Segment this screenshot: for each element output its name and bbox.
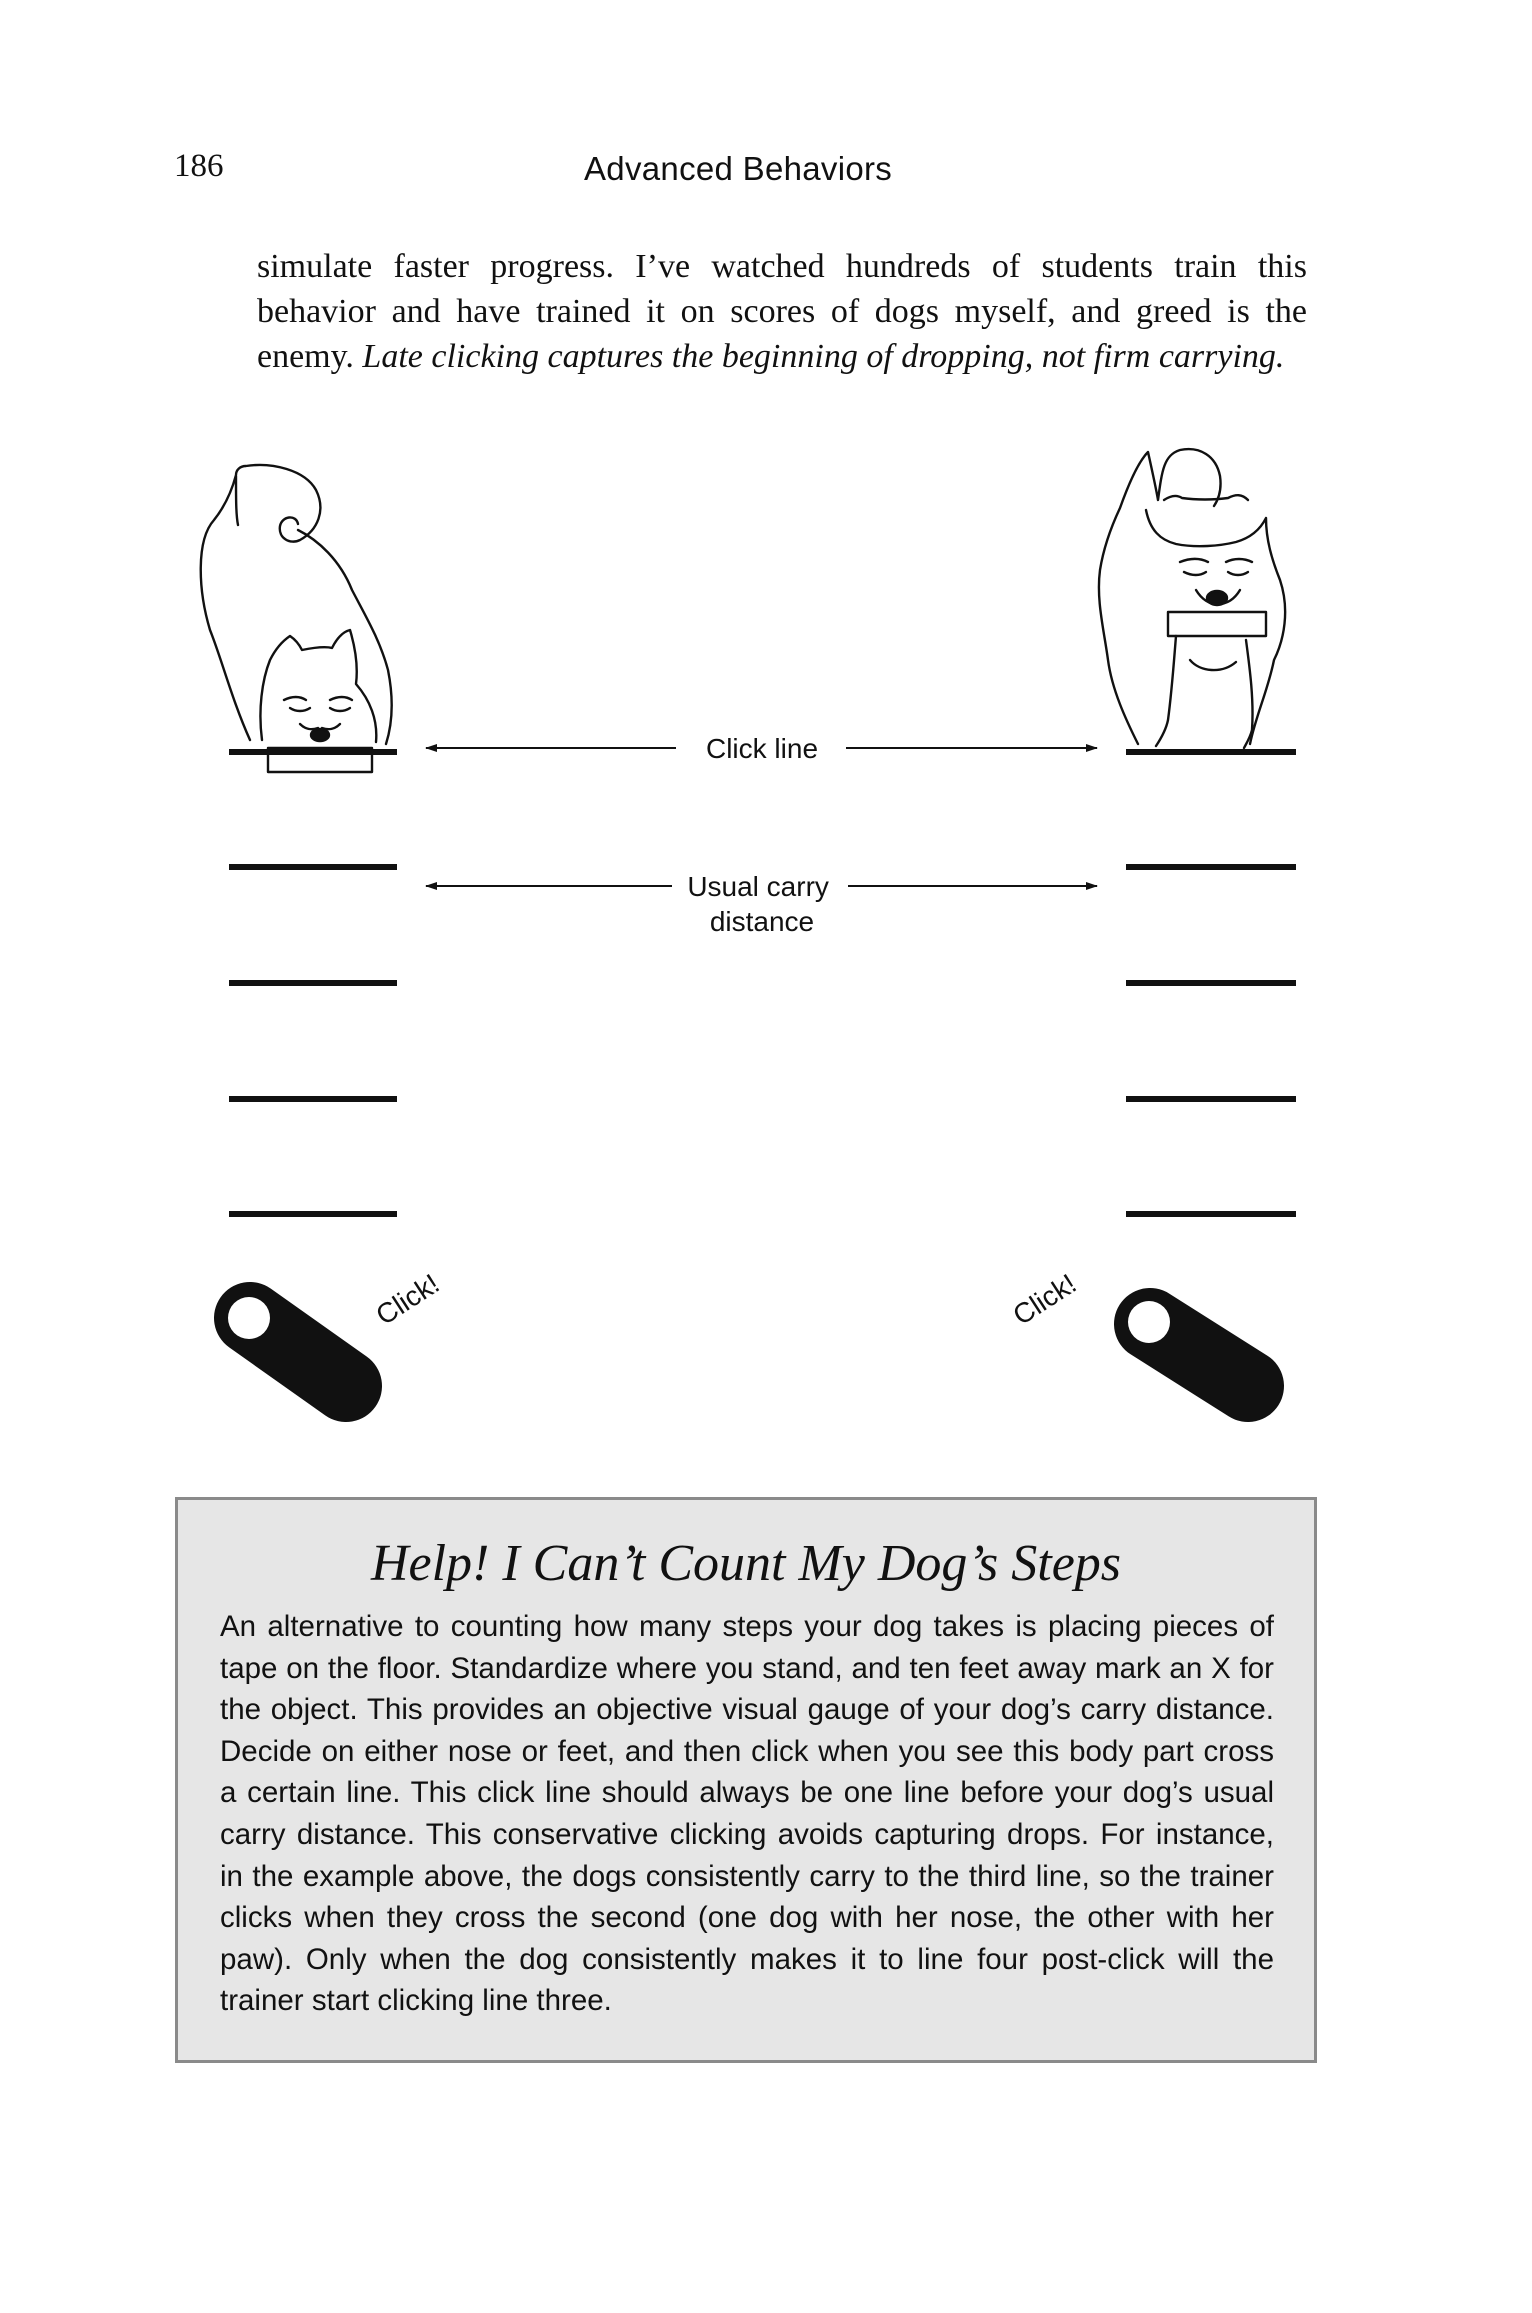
running-head: Advanced Behaviors [584, 150, 893, 187]
left-tape-line [229, 864, 397, 870]
body-text-italic: Late clicking captures the beginning of dropping, not firm carrying. [362, 338, 1285, 375]
right-click-text: Click! [1007, 1267, 1082, 1332]
right-tape-line [1126, 1211, 1296, 1217]
body-text-plain: simulate faster progress. I’ve watched hundreds of students train this behavior and have trained it on scores of dogs myself, and greed is the enemy. [257, 248, 1307, 375]
right-tape-line [1126, 749, 1296, 755]
click-line-label: Click line [705, 733, 819, 764]
sidebar-title: Help! I Can’t Count My Dog’s Steps [370, 1535, 1122, 1592]
right-tape-line [1126, 1096, 1296, 1102]
sidebar-body: An alternative to counting how many steps your dog takes is placing pieces of tape on the floor. Standardize where you stand, and ten feet away mark an X for the object. This provides an objective visual gauge of your dog’s carry distance. Decide on either nose or feet, and then click when you see this body part cross a certain line. This click line should always be one line before your dog’s usual carry distance. This conservative clicking avoids capturing drops. For instance, in the example above, the dogs consistently carry to the third line, so the trainer clicks when they cross the second (one dog with her nose, the other with her paw). Only when the dog consistently makes it to line four post-click will the trainer start clicking line three. [220, 1610, 1274, 2018]
left-tape-lines [229, 749, 397, 1217]
right-dog-illustration [1099, 449, 1285, 748]
left-tape-line [229, 749, 397, 755]
right-tape-line [1126, 864, 1296, 870]
left-tape-line [229, 980, 397, 986]
left-tape-line [229, 1211, 397, 1217]
sidebar-box [175, 1497, 1317, 2063]
left-tape-line [229, 1096, 397, 1102]
page-number: 186 [174, 148, 224, 184]
left-click-text: Click! [370, 1267, 445, 1332]
right-tape-lines [1126, 749, 1296, 1217]
carry-label-line-2: distance [709, 906, 815, 937]
carry-label-line-1: Usual carry [687, 871, 829, 902]
left-dog-illustration [201, 465, 392, 772]
left-clicker-icon [228, 1297, 346, 1386]
right-clicker-icon [1128, 1301, 1248, 1386]
right-tape-line [1126, 980, 1296, 986]
carry-distance-label [687, 871, 836, 937]
